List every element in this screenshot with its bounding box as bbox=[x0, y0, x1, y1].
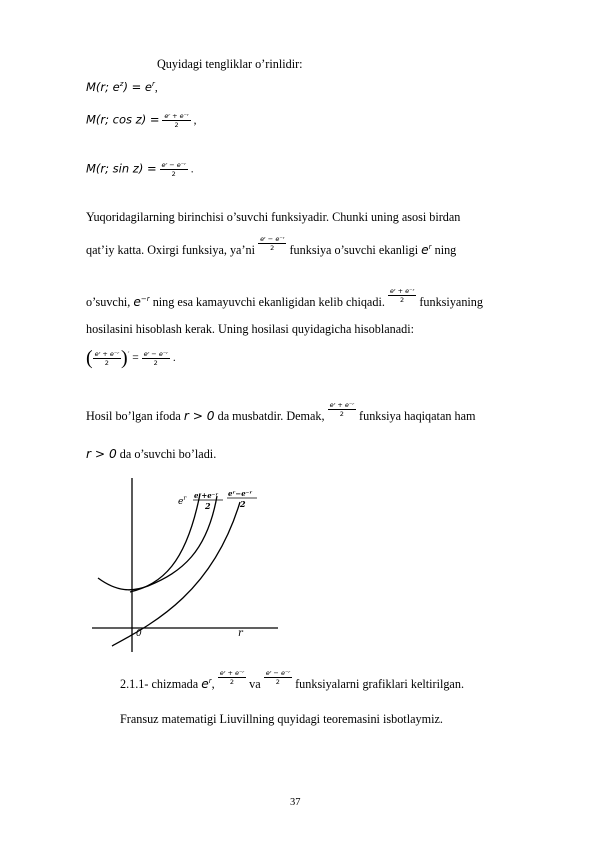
caption-comma: , bbox=[211, 677, 215, 692]
para2-line1-b: da musbatdir. Demak, bbox=[217, 409, 325, 423]
para1-line3 bbox=[86, 287, 483, 310]
para1-line3-a: o’suvchi, bbox=[86, 295, 131, 310]
formula-cos-lhs: M(r; cos z) = bbox=[86, 112, 160, 127]
origin-label: 0 bbox=[136, 629, 142, 639]
para2-line1-frac-num: eʳ + e⁻ʳ bbox=[329, 401, 354, 410]
formula-cos bbox=[86, 112, 197, 130]
formula-sin-fraction bbox=[160, 161, 188, 179]
para2-line2 bbox=[86, 447, 216, 461]
label-sinh-den: 2 bbox=[240, 499, 246, 509]
caption-frac2-num: eʳ − e⁻ʳ bbox=[265, 669, 291, 678]
derivative-num: eʳ + e⁻ʳ bbox=[94, 349, 120, 358]
formula-sin-den: 2 bbox=[171, 170, 176, 178]
derivative-fraction bbox=[93, 350, 121, 368]
formula-exp bbox=[86, 80, 158, 94]
para2-line1-fraction bbox=[328, 401, 356, 419]
para1-line4: hosilasini hisoblash kerak. Uning hosilasi quyidagicha hisoblanadi: bbox=[86, 322, 415, 336]
para1-line2-c: ning bbox=[434, 243, 457, 258]
para1-line2-frac-den: 2 bbox=[270, 244, 275, 253]
formula-cos-den: 2 bbox=[174, 121, 179, 129]
derivative-eq: = bbox=[132, 352, 139, 365]
para1-line2-e: e bbox=[421, 243, 429, 258]
page-number: 37 bbox=[290, 797, 301, 808]
formula-sin-lhs: M(r; sin z) = bbox=[86, 161, 157, 176]
curve-cosh bbox=[98, 496, 217, 590]
derivative-end: . bbox=[172, 352, 176, 365]
formula-exp-end: , bbox=[154, 82, 158, 94]
function-graph bbox=[92, 474, 282, 654]
para2-line1 bbox=[86, 401, 476, 423]
derivative-rhs-num: eʳ − e⁻ʳ bbox=[143, 349, 168, 358]
para1-line3-frac-den: 2 bbox=[400, 296, 405, 305]
formula-exp-lhs: M(r; e bbox=[86, 80, 120, 94]
formula-exp-mid: ) = e bbox=[123, 80, 152, 94]
para1-line2-frac-num: eʳ − e⁻ʳ bbox=[260, 235, 285, 244]
para2-line1-frac-den: 2 bbox=[339, 410, 344, 419]
para1-line3-frac-num: eʳ + e⁻ʳ bbox=[389, 287, 415, 296]
derivative-rhs-den: 2 bbox=[153, 358, 158, 367]
formula-sin-num: eʳ − e⁻ʳ bbox=[161, 161, 186, 169]
caption-frac1 bbox=[218, 669, 246, 687]
para1-line2-fraction bbox=[258, 235, 286, 253]
label-exp: $e^r$ bbox=[178, 495, 187, 507]
formula-cos-num: eʳ + e⁻ʳ bbox=[164, 112, 189, 120]
para2-line2-cond: r > 0 bbox=[86, 447, 117, 461]
derivative-den: 2 bbox=[104, 358, 109, 367]
para1-line3-r: −r bbox=[140, 295, 150, 303]
para2-line1-a: Hosil bo’lgan ifoda bbox=[86, 409, 181, 423]
formula-exp-z: z bbox=[119, 80, 124, 89]
caption-e: e bbox=[201, 677, 209, 692]
para1-line3-b: ning esa kamayuvchi ekanligidan kelib chiqadi. bbox=[152, 295, 385, 310]
para2-line2-b: da o’suvchi bo’ladi. bbox=[119, 447, 217, 461]
label-cosh-num: eʳ+e⁻ʳ bbox=[194, 491, 219, 500]
derivative-rhs-fraction bbox=[142, 350, 170, 368]
caption-frac1-den: 2 bbox=[229, 678, 234, 687]
formula-cos-fraction bbox=[162, 112, 190, 130]
derivative-open-paren: ( bbox=[86, 347, 93, 369]
caption-r: r bbox=[208, 677, 212, 685]
para1-line3-fraction bbox=[388, 287, 416, 305]
para2-line1-cond: r > 0 bbox=[183, 409, 215, 423]
para1-line1: Yuqoridagilarning birinchisi o’suvchi funksiyadir. Chunki uning asosi birdan bbox=[86, 210, 461, 224]
formula-sin-end: . bbox=[190, 163, 194, 176]
para1-line3-e: e bbox=[133, 295, 141, 310]
formula-exp-r: r bbox=[151, 80, 155, 89]
caption-va: va bbox=[249, 677, 261, 692]
final-line: Fransuz matematigi Liuvillning quyidagi teoremasini isbotlaymiz. bbox=[120, 712, 443, 726]
caption-b: funksiyalarni grafiklari keltirilgan. bbox=[295, 677, 464, 692]
curve-sinh bbox=[112, 502, 240, 646]
intro-text: Quyidagi tengliklar o’rinlidir: bbox=[157, 57, 303, 71]
para1-line2-b: funksiya o’suvchi ekanligi bbox=[289, 243, 419, 258]
axis-x-label: r bbox=[238, 628, 243, 639]
caption-frac2-den: 2 bbox=[275, 678, 280, 687]
derivative-close-paren: ) bbox=[121, 347, 128, 369]
para1-line2-r: r bbox=[428, 243, 432, 251]
formula-sin bbox=[86, 161, 194, 179]
derivative-prime: ′ bbox=[127, 350, 130, 359]
label-cosh-den: 2 bbox=[205, 501, 211, 511]
para1-line2 bbox=[86, 235, 457, 258]
formula-cos-end: , bbox=[193, 114, 197, 127]
para1-line2-a: qat’iy katta. Oxirgi funksiya, ya’ni bbox=[86, 243, 256, 258]
caption-frac1-num: eʳ + e⁻ʳ bbox=[219, 669, 245, 678]
derivative-formula bbox=[86, 347, 176, 370]
para2-line1-c: funksiya haqiqatan ham bbox=[359, 409, 476, 423]
caption-a: 2.1.1- chizmada bbox=[120, 677, 199, 692]
label-sinh-num: eʳ−e⁻ʳ bbox=[228, 489, 253, 498]
figure-caption bbox=[120, 669, 464, 692]
para1-line3-c: funksiyaning bbox=[419, 295, 483, 310]
caption-frac2 bbox=[264, 669, 292, 687]
